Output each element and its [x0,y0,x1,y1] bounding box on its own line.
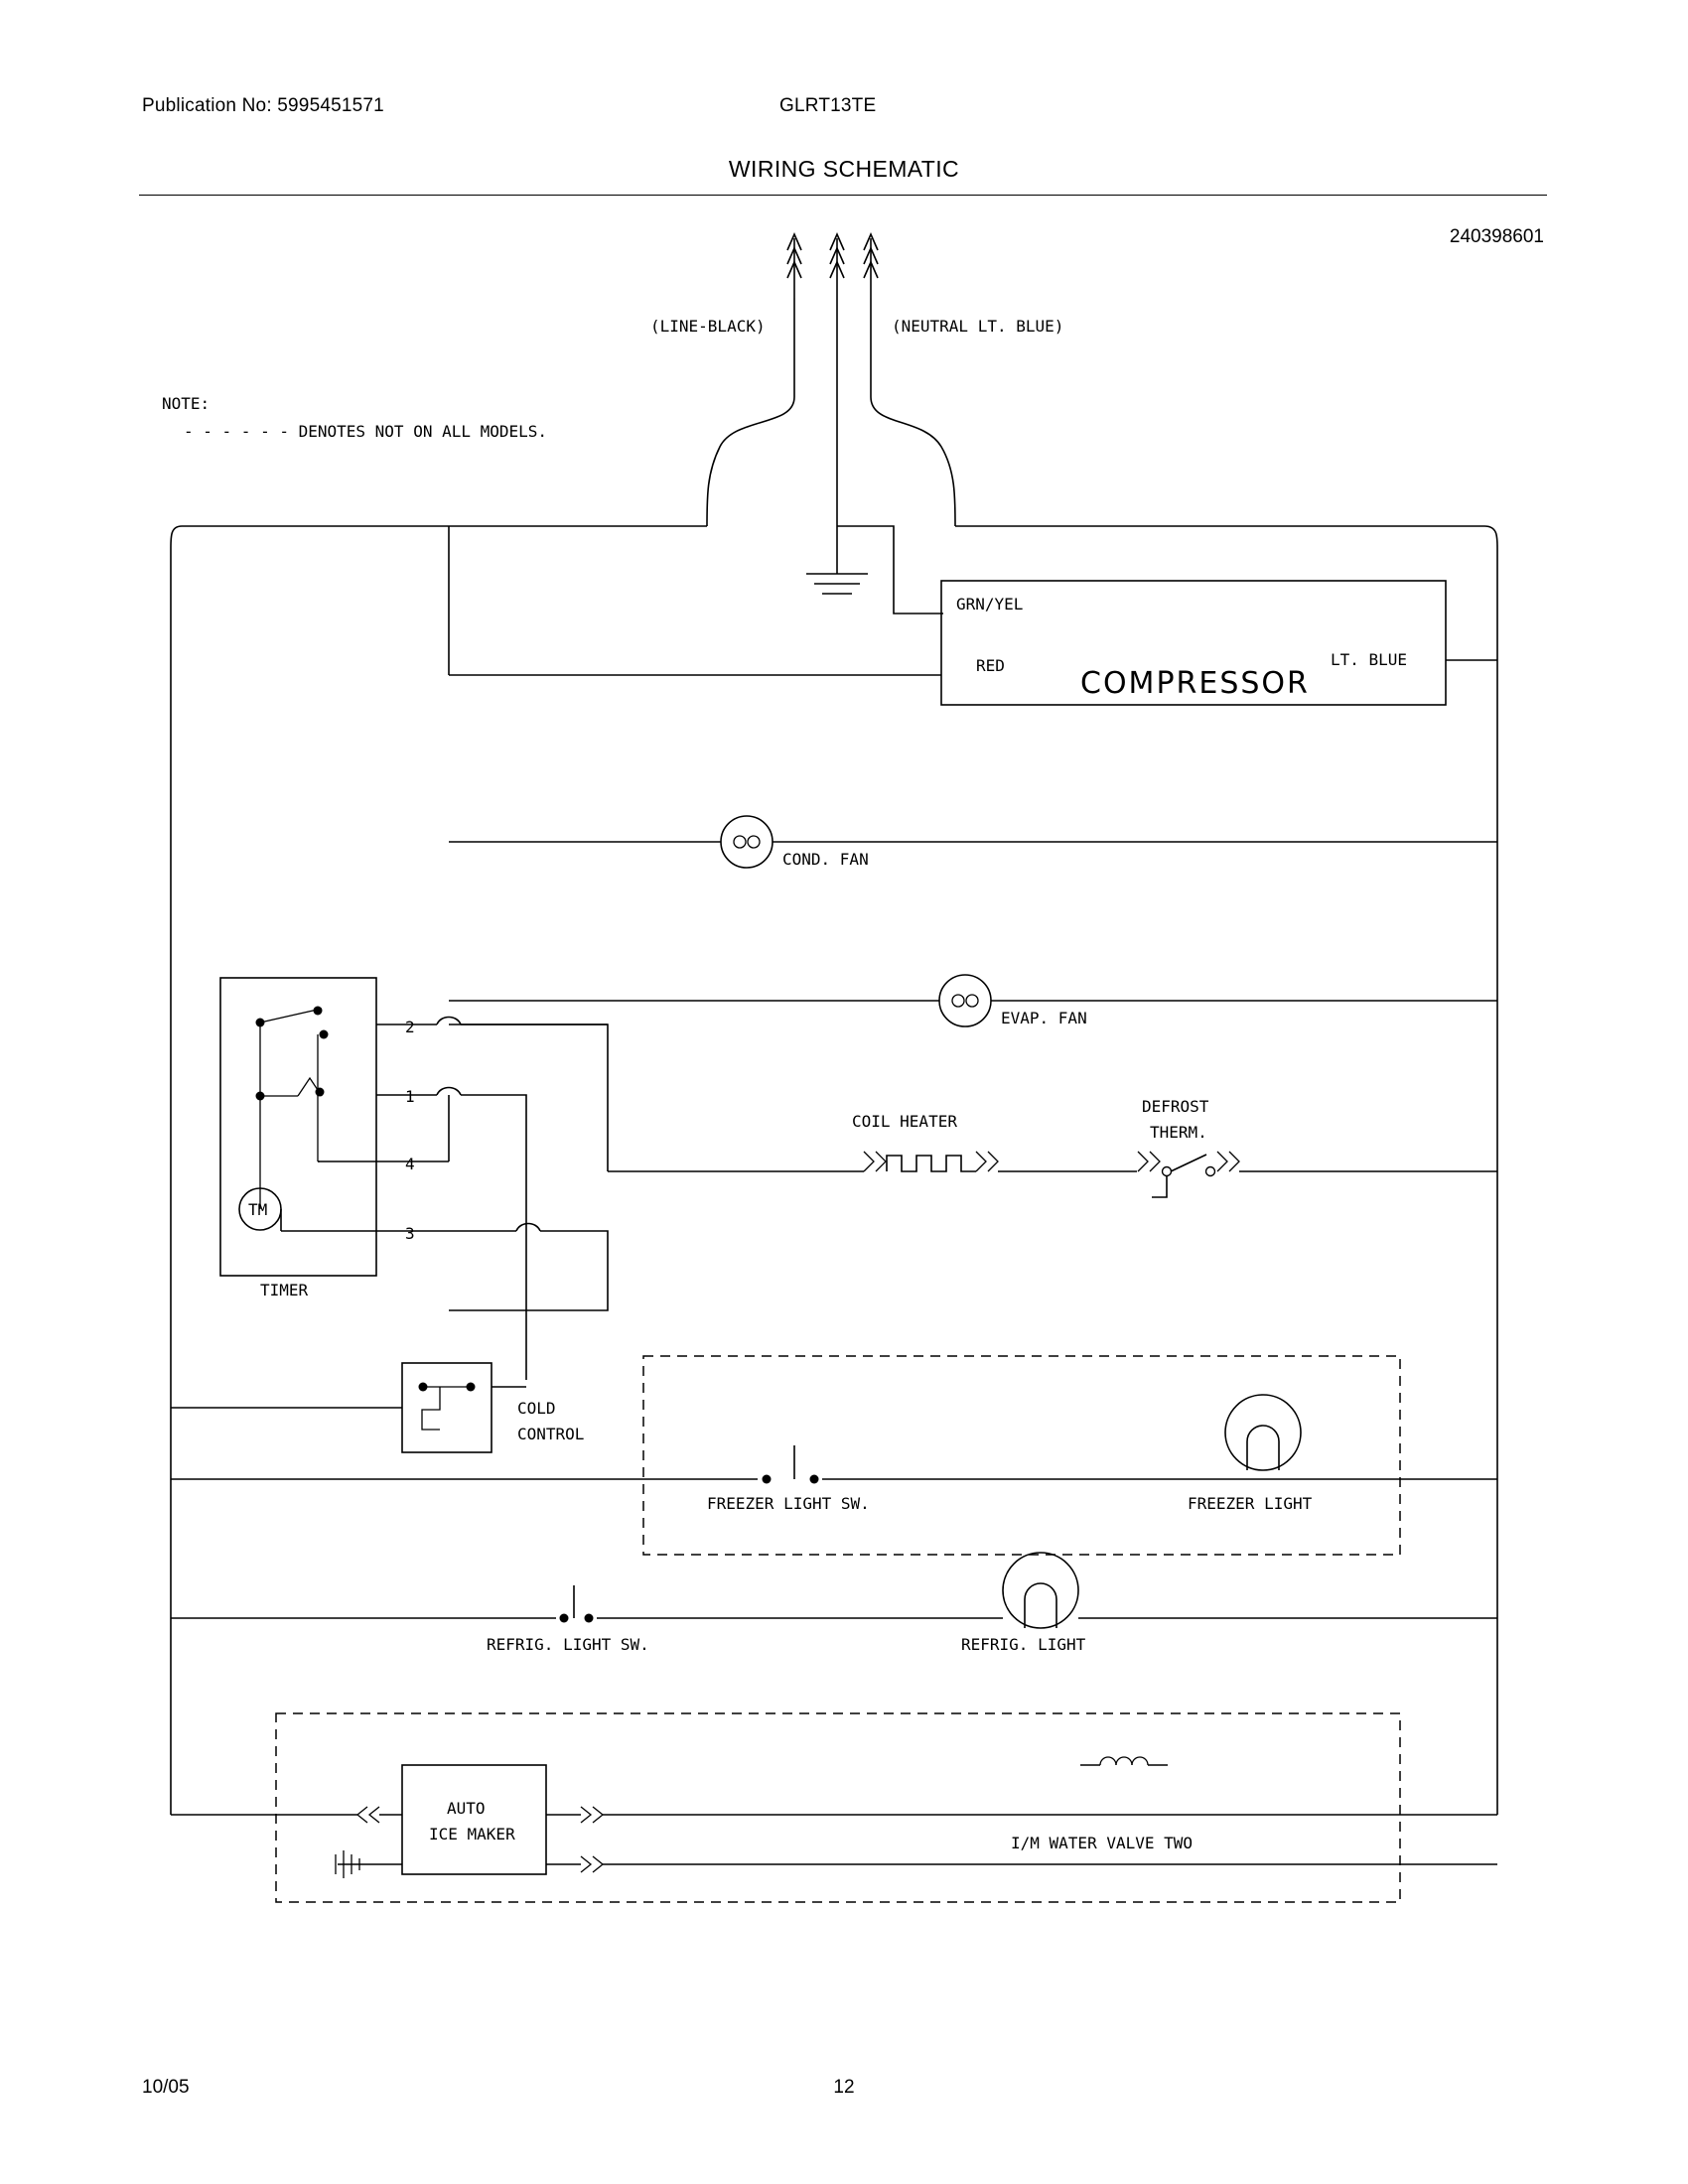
note-text: - - - - - - DENOTES NOT ON ALL MODELS. [184,422,548,441]
footer-date: 10/05 [142,2077,190,2098]
coil-heater-label: COIL HEATER [852,1112,957,1131]
refrig-light-label: REFRIG. LIGHT [961,1635,1086,1654]
cold-control-label-1: COLD [517,1399,556,1418]
water-valve-label: I/M WATER VALVE TWO [1011,1834,1194,1852]
label-neutral: (NEUTRAL LT. BLUE) [892,317,1064,336]
cond-fan-label: COND. FAN [782,850,869,869]
compressor-terminal-ltblue: LT. BLUE [1331,650,1408,669]
timer-terminal-2: 2 [405,1018,415,1036]
compressor-label: COMPRESSOR [1080,666,1310,701]
auto-ice-maker [171,1765,1497,1878]
freezer-light-optional-box [643,1356,1400,1555]
timer-terminal-4: 4 [405,1155,415,1173]
refrig-light-switch [171,1585,1003,1654]
defrost-thermostat [1138,1097,1497,1197]
compressor-terminal-grnyel: GRN/YEL [956,595,1024,614]
page-title: WIRING SCHEMATIC [728,156,960,182]
refrig-light [961,1553,1497,1654]
timer-block [220,978,376,1299]
auto-ice-maker-label-1: AUTO [447,1799,486,1818]
note-label: NOTE: [162,394,211,413]
freezer-light-switch-label: FREEZER LIGHT SW. [707,1494,870,1513]
timer-label: TIMER [260,1281,309,1299]
freezer-light [1188,1395,1497,1513]
defrost-therm-label-2: THERM. [1150,1123,1207,1142]
refrig-light-switch-label: REFRIG. LIGHT SW. [487,1635,649,1654]
supply-cord-arrows [787,234,878,298]
im-water-valve [1011,1757,1193,1852]
label-line-black: (LINE-BLACK) [650,317,766,336]
evap-fan-label: EVAP. FAN [1001,1009,1087,1027]
defrost-therm-label-1: DEFROST [1142,1097,1209,1116]
cold-control-label-2: CONTROL [517,1425,585,1443]
compressor-block [941,581,1446,705]
timer-terminal-1: 1 [405,1087,415,1106]
timer-terminal-3: 3 [405,1224,415,1243]
model-number: GLRT13TE [779,95,877,116]
compressor-terminal-red: RED [976,656,1005,675]
freezer-light-label: FREEZER LIGHT [1188,1494,1313,1513]
document-number: 240398601 [1449,226,1544,247]
coil-heater [608,1112,1137,1171]
cold-control [171,1363,584,1452]
publication-number: Publication No: 5995451571 [142,95,384,116]
footer-page-number: 12 [833,2077,855,2098]
auto-ice-maker-label-2: ICE MAKER [429,1825,515,1843]
freezer-light-switch [171,1445,1207,1513]
timer-motor-label: TM [248,1200,268,1219]
